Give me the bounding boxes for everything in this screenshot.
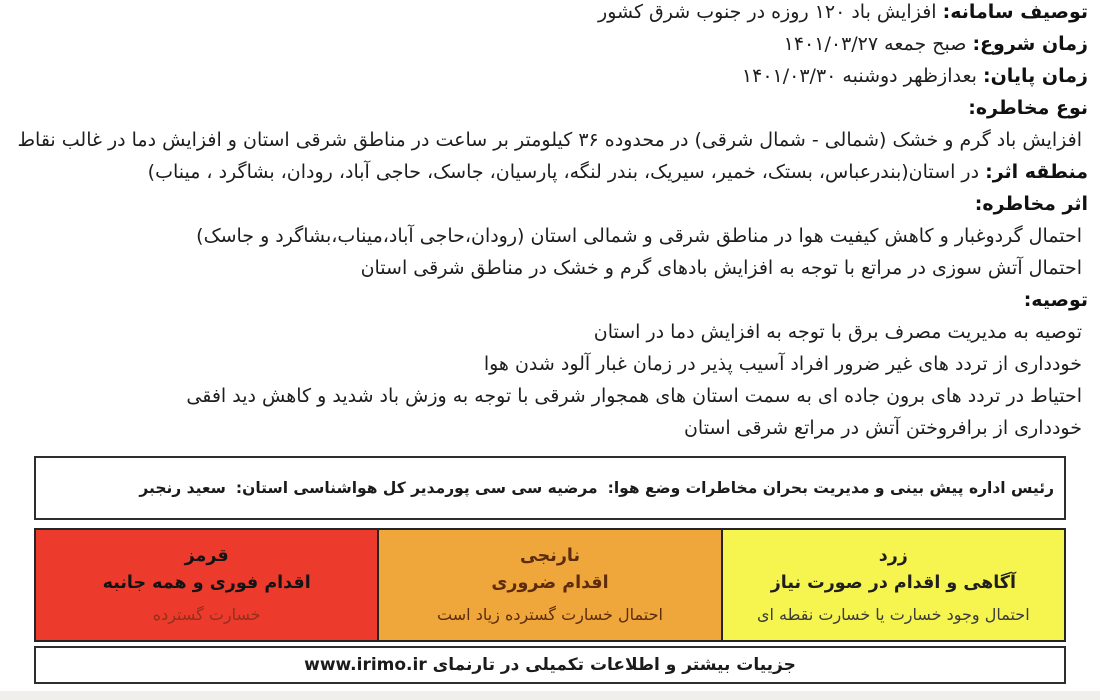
scan-edge-strip: [0, 691, 1100, 700]
field-text: خودداری از برافروختن آتش در مراتع شرقی استان: [683, 417, 1082, 439]
field-text: افزایش باد گرم و خشک (شمالی - شمال شرقی) در محدوده ۳۶ کیلومتر بر ساعت در مناطق شرقی استان و افزایش دما در غالب نقاط: [17, 129, 1082, 151]
doc-line-recommendation-2: [0, 348, 1088, 380]
field-label: توصیه:: [1023, 289, 1088, 311]
field-label: توصیف سامانه:: [942, 1, 1088, 23]
chief-signature-label: رئیس اداره پیش بینی و مدیریت بحران مخاطرات وضع هوا:: [607, 479, 1054, 497]
field-label: زمان پایان:: [982, 65, 1088, 87]
doc-line-effect-1: [0, 220, 1088, 252]
alert-level-action: آگاهی و اقدام در صورت نیاز: [770, 572, 1016, 593]
alert-level-legend-bar: [34, 528, 1066, 642]
footer-website-text: جزییات بیشتر و اطلاعات تکمیلی در تارنمای www.irimo.ir: [304, 655, 796, 675]
alert-level-description: خسارت گسترده: [152, 604, 261, 624]
alert-level-title: قرمز: [184, 545, 229, 566]
field-label: اثر مخاطره:: [974, 193, 1088, 215]
doc-line-recommendation-4: [0, 412, 1088, 444]
doc-line-end-time: [0, 60, 1088, 92]
doc-line-recommendation-3: [0, 380, 1088, 412]
doc-line-effect-2: [0, 252, 1088, 284]
alert-level-title: نارنجی: [519, 545, 581, 566]
chief-signature-name: مرضیه سی سی پور: [445, 479, 598, 497]
doc-heading-hazard-effect: [0, 188, 1088, 220]
field-text: احتمال آتش سوزی در مراتع با توجه به افزایش بادهای گرم و خشک در مناطق شرقی استان: [360, 257, 1082, 279]
field-text: احتیاط در تردد های برون جاده ای به سمت استان های همجوار شرقی با توجه به وزش باد شدید و کاهش دید افقی: [186, 385, 1082, 407]
field-label: زمان شروع:: [972, 33, 1088, 55]
alert-level-description: احتمال وجود خسارت یا خسارت نقطه ای: [757, 604, 1030, 624]
signature-box: [34, 456, 1066, 520]
doc-heading-hazard-type: [0, 92, 1088, 124]
field-label: نوع مخاطره:: [968, 97, 1088, 119]
field-text: افزایش باد ۱۲۰ روزه در جنوب شرق کشور: [598, 1, 937, 23]
footer-bar: [34, 646, 1066, 684]
doc-line-start-time: [0, 28, 1088, 60]
field-text: در استان(بندرعباس، بستک، خمیر، سیریک، بندر لنگه، پارسیان، جاسک، حاجی آباد، رودان، بشاگرد ، میناب): [147, 161, 980, 183]
alert-level-yellow: [721, 530, 1064, 640]
alert-level-description: احتمال خسارت گسترده زیاد است: [437, 604, 663, 624]
alert-level-action: اقدام ضروری: [491, 572, 609, 593]
alert-level-red: [36, 530, 377, 640]
alert-level-action: اقدام فوری و همه جانبه: [102, 572, 311, 593]
field-label: منطقه اثر:: [985, 161, 1088, 183]
director-signature-label: مدیر کل هواشناسی استان:: [235, 479, 446, 497]
doc-line-recommendation-1: [0, 316, 1088, 348]
doc-line-system-description: [0, 0, 1088, 28]
doc-line-hazard-detail: [0, 124, 1088, 156]
director-signature-name: سعید رنجبر: [139, 479, 226, 497]
field-text: صبح جمعه ۱۴۰۱/۰۳/۲۷: [783, 33, 967, 55]
field-text: بعدازظهر دوشنبه ۱۴۰۱/۰۳/۳۰: [741, 65, 977, 87]
doc-heading-recommendation: [0, 284, 1088, 316]
doc-line-affected-area: [0, 156, 1088, 188]
alert-level-title: زرد: [878, 545, 908, 566]
field-text: توصیه به مدیریت مصرف برق با توجه به افزایش دما در استان: [593, 321, 1082, 343]
field-text: احتمال گردوغبار و کاهش کیفیت هوا در مناطق شرقی و شمالی استان (رودان،حاجی آباد،میناب،بشاگرد و جاسک): [196, 225, 1082, 247]
alert-level-orange: [377, 530, 720, 640]
director-signature: [139, 479, 445, 497]
field-text: خودداری از تردد های غیر ضرور افراد آسیب پذیر در زمان غبار آلود شدن هوا: [483, 353, 1082, 375]
chief-signature: [445, 479, 1054, 497]
